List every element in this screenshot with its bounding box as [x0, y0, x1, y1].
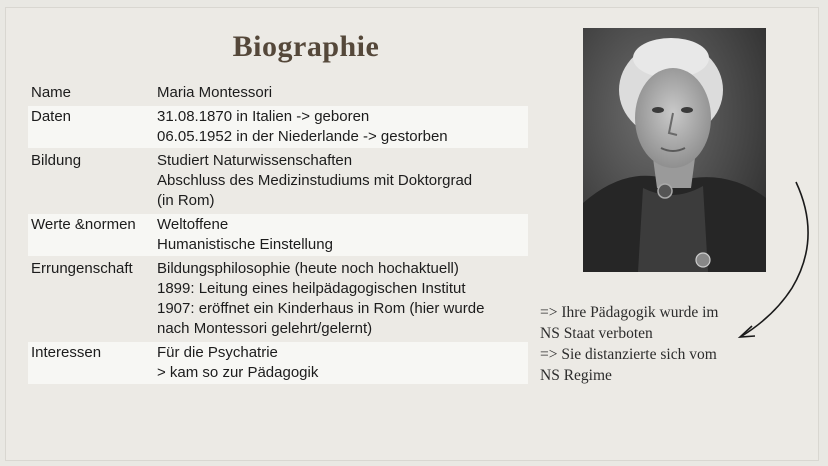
note-line: NS Regime	[540, 367, 612, 384]
table-row	[28, 82, 528, 104]
table-row	[28, 106, 528, 148]
biography-table	[28, 80, 528, 386]
note-line: NS Staat verboten	[540, 325, 653, 342]
value-line: (in Rom)	[157, 192, 215, 209]
value-line: 31.08.1870 in Italien -> geboren	[157, 108, 370, 125]
value-line: Bildungsphilosophie (heute noch hochaktuell)	[157, 260, 459, 277]
slide-title: Biographie	[232, 30, 380, 63]
value-line: Humanistische Einstellung	[157, 236, 333, 253]
row-value	[154, 258, 528, 340]
value-line: Abschluss des Medizinstudiums mit Doktorgrad	[157, 172, 473, 189]
value-line: 06.05.1952 in der Niederlande -> gestorben	[157, 128, 448, 145]
value-line: nach Montessori gelehrt/gelernt)	[157, 320, 373, 337]
row-value	[154, 214, 528, 256]
table-row	[28, 258, 528, 340]
value-line: Maria Montessori	[157, 84, 273, 101]
row-value	[154, 106, 528, 148]
note-line: => Ihre Pädagogik wurde im	[540, 304, 719, 321]
row-label: Interessen	[28, 342, 154, 384]
note-text	[540, 302, 810, 386]
row-label: Werte &normen	[28, 214, 154, 256]
value-line: Für die Psychatrie	[157, 344, 278, 361]
row-label: Bildung	[31, 152, 82, 169]
row-label: Daten	[28, 106, 154, 148]
table-row	[28, 342, 528, 384]
value-line: > kam so zur Pädagogik	[157, 364, 319, 381]
table-row	[28, 150, 528, 212]
table-row	[28, 214, 528, 256]
row-value	[154, 150, 528, 212]
row-value	[154, 342, 528, 384]
row-label: Name	[31, 84, 72, 101]
value-line: Studiert Naturwissenschaften	[157, 152, 353, 169]
value-line: 1899: Leitung eines heilpädagogischen Institut	[157, 280, 466, 297]
value-line: Weltoffene	[157, 216, 229, 233]
note-line: => Sie distanzierte sich vom	[540, 346, 717, 363]
value-line: 1907: eröffnet ein Kinderhaus in Rom (hier wurde	[157, 300, 485, 317]
row-label: Errungenschaft	[31, 260, 133, 277]
row-value	[154, 82, 528, 104]
